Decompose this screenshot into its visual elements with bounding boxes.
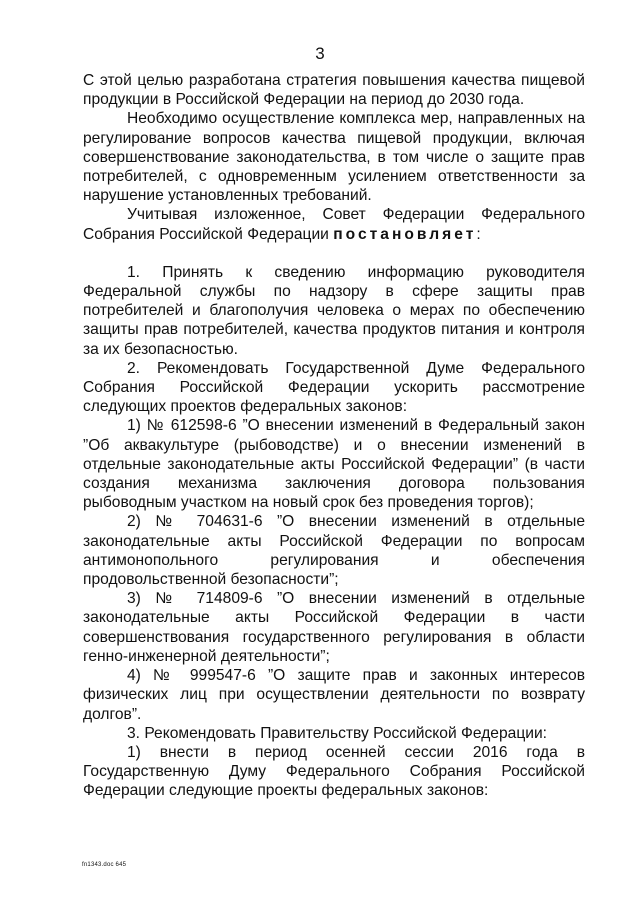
list-subitem-3-1: 1) внести в период осенней сессии 2016 года в Государственную Думу Федерального Собрания Российской Федерации следующие проекты федеральных законов:	[83, 743, 585, 800]
list-item-3: 3. Рекомендовать Правительству Российской Федерации:	[127, 724, 548, 742]
page-number: 3	[315, 44, 325, 63]
document-body	[83, 71, 585, 801]
resolution-keyword: постановляет	[333, 225, 477, 243]
resolution-colon: :	[476, 225, 481, 243]
list-item-1: 1. Принять к сведению информацию руководителя Федеральной службы по надзору в сфере защиты прав потребителей и благополучия человека о мерах по обеспечению защиты прав потребителей, качества продуктов питания и контроля за их безопасностью.	[83, 263, 585, 358]
paragraph-strategy: С этой целью разработана стратегия повышения качества пищевой продукции в Российской Федерации на период до 2030 года.	[83, 72, 585, 109]
paragraph-resolution	[83, 205, 585, 243]
list-subitem-2-3: 3) № 714809-6 ”О внесении изменений в отдельные законодательные акты Российской Федерации в части совершенствования государственного регулирования в области генно-инженерной деятельности”;	[83, 590, 585, 665]
paragraph-gap	[83, 244, 585, 263]
list-subitem-2-1: 1) № 612598-6 ”О внесении изменений в Федеральный закон ”Об аквакультуре (рыбоводстве) и о внесении изменений в отдельные законодательные акты Российской Федерации” (в части создания механизма заключения договора пользования рыбоводным участком на новый срок без проведения торгов);	[83, 417, 585, 512]
list-item-2: 2. Рекомендовать Государственной Думе Федерального Собрания Российской Федерации ускорить рассмотрение следующих проектов федеральных законов:	[83, 359, 585, 416]
list-subitem-2-2: 2) № 704631-6 ”О внесении изменений в отдельные законодательные акты Российской Федерации по вопросам антимонопольного регулирования и обеспечения продовольственной безопасности”;	[83, 513, 585, 589]
list-subitem-2-4: 4) № 999547-6 ”О защите прав и законных интересов физических лиц при осуществлении деятельности по возврату долгов”.	[83, 667, 585, 723]
paragraph-measures: Необходимо осуществление комплекса мер, направленных на регулирование вопросов качества пищевой продукции, включая совершенствование законодательства, в том числе о защите прав потребителей, с одновременным усилением ответственности за нарушение установленных требований.	[83, 110, 585, 205]
resolution-text: Учитывая изложенное, Совет Федерации Федерального Собрания Российской Федерации	[83, 206, 585, 243]
footer-file-reference: fn1343.doc 645	[82, 862, 127, 868]
